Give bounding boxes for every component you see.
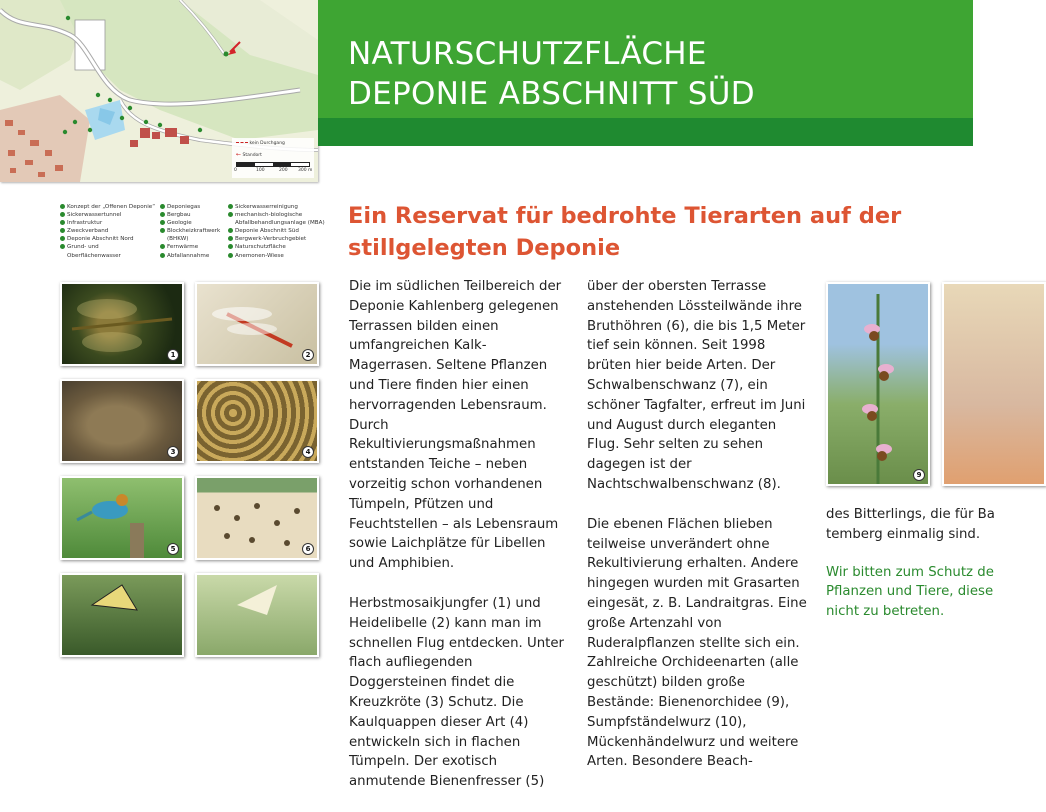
photo-number: 1 — [167, 349, 179, 361]
legend-item: Zweckverband — [60, 227, 155, 235]
legend-item: Naturschutzfläche — [228, 243, 325, 251]
legend-column-2 — [160, 203, 220, 260]
article-headline — [348, 200, 908, 264]
legend-item: Grund- und — [60, 243, 155, 251]
legend-item: Anemonen-Wiese — [228, 252, 325, 260]
page-title-line2: DEPONIE ABSCHNITT SÜD — [348, 76, 755, 112]
paragraph: Herbstmosaikjungfer (1) und Heidelibelle (2) kann man im schnellen Flug entdecken. Unter flach aufliegenden Doggersteinen findet die Kreuzkröte (3) Schutz. Die Kaulquappen dieser Art (4) entwickeln sich in flachen Tümpeln. Der exotisch anmutende Bienenfresser (5) — [349, 595, 564, 790]
bee-orchid-illustration — [828, 284, 928, 484]
photo-number: 4 — [302, 446, 314, 458]
article-column-3 — [826, 505, 995, 622]
photo-number: 9 — [913, 469, 925, 481]
legend-item: Bergbau — [160, 211, 220, 219]
photo-dragonfly — [60, 282, 184, 366]
paragraph: Die im südlichen Teilbereich der Deponie Kahlenberg gelegenen Terrassen bilden einen umfangreichen Kalk-Magerrasen. Seltene Pflanzen und Tiere finden hier einen hervorragenden Lebensraum. Durch Rekultivierungsmaßnahmen entstanden Teiche – neben vorzeitig schon vorhandenen Tümpeln, Pfützen und Feuchtstellen – als Lebensraum sowie Laichplätze für Libellen und Amphibien. — [349, 279, 562, 572]
scale-bar — [236, 162, 310, 167]
photo-swallowtail — [60, 573, 184, 657]
location-legend: ← Standort — [236, 151, 262, 158]
headline-line2: stillgelegten Deponie — [348, 235, 621, 261]
legend-item: Deponie Abschnitt Nord — [60, 235, 155, 243]
title-banner — [318, 0, 973, 118]
photo-number: 3 — [167, 446, 179, 458]
legend-column-1 — [60, 203, 155, 260]
no-passage-legend: kein Durchgang — [236, 141, 285, 146]
paragraph: über der obersten Terrasse anstehenden Lössteilwände ihre Bruthöhren (6), die bis 1,5 Meter tief sein können. Seit 1998 brüten hier beide Arten. Der Schwalbenschwanz (7), ein schöner Tagfalter, erfreut im Juni und August durch eleganten Flug. Sehr selten zu sehen dagegen ist der Nachtschwalbenschwanz (8). — [587, 279, 806, 492]
dragonfly-illustration — [62, 284, 182, 364]
photo-burrows — [195, 476, 319, 560]
swallowtail-illustration — [62, 575, 182, 655]
legend-item: Konzept der „Offenen Deponie“ — [60, 203, 155, 211]
photo-moth — [195, 573, 319, 657]
legend-item: Bergwerk-Verbruchgebiet — [228, 235, 325, 243]
photo-number: 5 — [167, 543, 179, 555]
text-line: des Bitterlings, die für Ba — [826, 507, 995, 522]
legend-item: Fernwärme — [160, 243, 220, 251]
legend-item: Oberflächenwasser — [67, 252, 121, 259]
protection-note: Pflanzen und Tiere, diese — [826, 584, 994, 600]
legend-item: Geologie — [160, 219, 220, 227]
photo-toad — [60, 379, 184, 463]
protection-note: nicht zu betreten. — [826, 604, 945, 620]
photo-number: 2 — [302, 349, 314, 361]
legend-item: Deponie Abschnitt Süd — [228, 227, 325, 235]
burrows-illustration — [197, 478, 317, 558]
legend-item: mechanisch-biologische — [228, 211, 325, 219]
photo-tadpoles — [195, 379, 319, 463]
legend-item: Abfallbehandlungsanlage (MBA) — [235, 220, 325, 227]
protection-note: Wir bitten zum Schutz de — [826, 564, 994, 580]
legend-item: Sickerwasserreinigung — [228, 203, 325, 211]
photo-bee-eater — [60, 476, 184, 560]
photo-number: 6 — [302, 543, 314, 555]
article-column-2 — [587, 277, 809, 792]
photo-red-dragonfly — [195, 282, 319, 366]
paragraph: Die ebenen Flächen blieben teilweise unverändert ohne Rekultivierung erhalten. Andere hingegen wurden mit Grasarten eingesät, z. B. Landraitgras. Eine große Artenzahl von Ruderalpflanzen stellte sich ein. Zahlreiche Orchideenarten (alle geschützt) bilden große Bestände: Bienenorchidee (9), Sumpfständelwurz (10), Mückenhändelwurz und weitere Arten. Besondere Beach- — [587, 516, 807, 770]
bee-eater-illustration — [62, 478, 182, 558]
red-dragonfly-illustration — [197, 284, 317, 364]
legend-item: Abfallannahme — [160, 252, 220, 260]
headline-line1: Ein Reservat für bedrohte Tierarten auf der — [348, 203, 902, 229]
legend-item: Blockheizkraftwerk — [160, 227, 220, 235]
banner-stripe — [318, 118, 973, 146]
text-line: temberg einmalig sind. — [826, 526, 981, 542]
legend-item: Infrastruktur — [60, 219, 155, 227]
photo-orchid-2 — [942, 282, 1046, 486]
legend-item: Deponiegas — [160, 203, 220, 211]
legend-item: Sickerwassertunnel — [60, 211, 155, 219]
moth-illustration — [197, 575, 317, 655]
legend-item: (BHKW) — [167, 236, 189, 243]
map-legend: kein Durchgang ← Standort 0 100 200 300 m — [232, 138, 314, 178]
page-title-line1: NATURSCHUTZFLÄCHE — [348, 36, 707, 72]
photo-bee-orchid — [826, 282, 930, 486]
legend-column-3 — [228, 203, 325, 260]
site-map — [0, 0, 318, 182]
article-column-1 — [349, 277, 569, 812]
